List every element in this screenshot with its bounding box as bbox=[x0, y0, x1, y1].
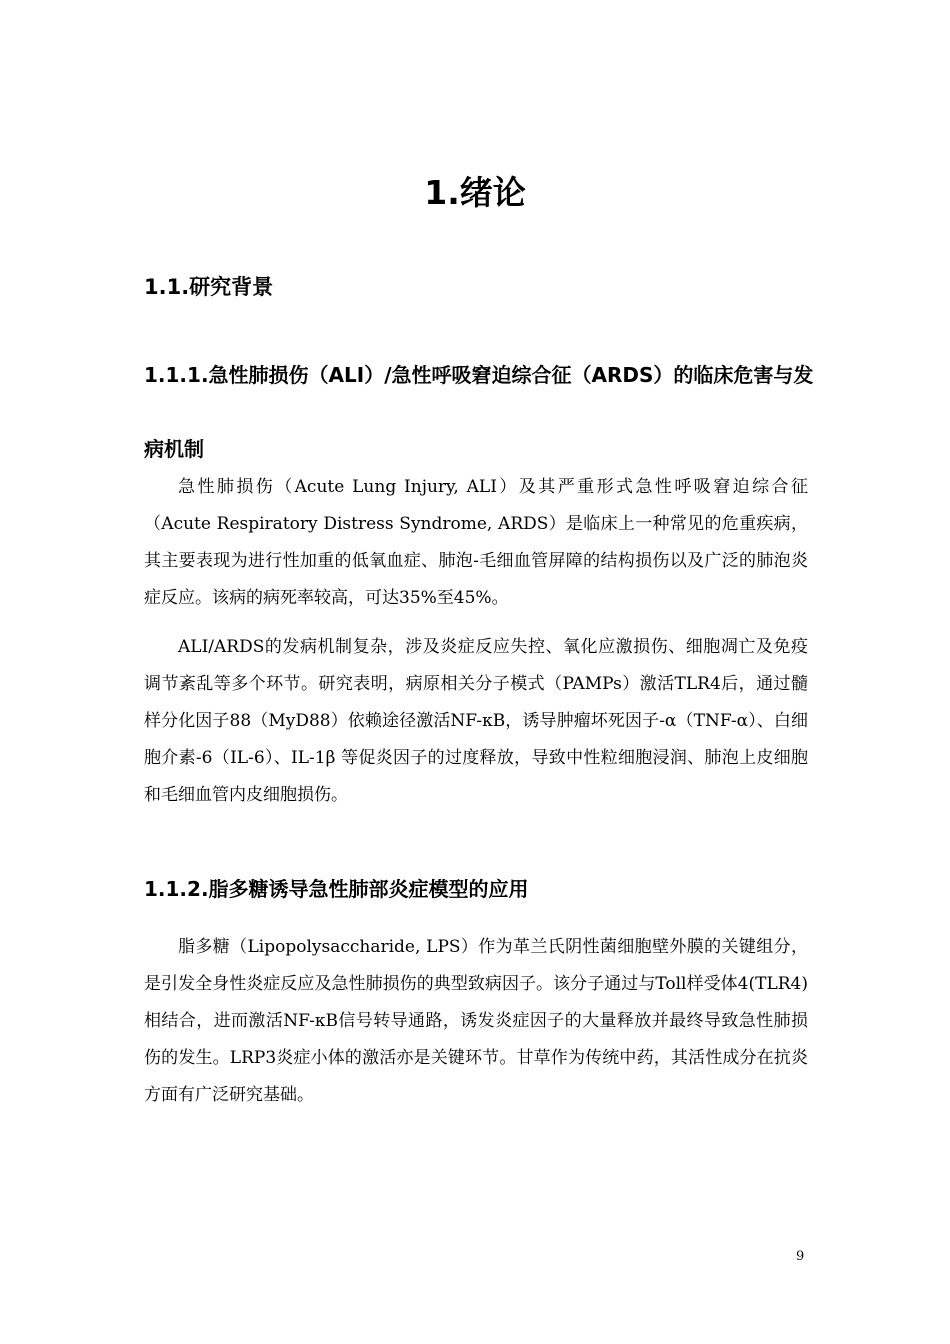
paragraph-ali-definition: 急性肺损伤（Acute Lung Injury, ALI）及其严重形式急性呼吸窘迫综合征（Acute Respiratory Distress Syndrome, ARDS）是临床上一种常见的危重疾病，其主要表现为进行性加重的低氧血症、肺泡-毛细血管屏障的结构损伤以及广泛的肺泡炎症反应。该病的病死率较高，可达35%至45%。 bbox=[144, 477, 808, 608]
subsection-title-2: 1.1.2.脂多糖诱导急性肺部炎症模型的应用 bbox=[144, 877, 529, 901]
paragraph-ali-mechanism: ALI/ARDS的发病机制复杂，涉及炎症反应失控、氧化应激损伤、细胞凋亡及免疫调节紊乱等多个环节。研究表明，病原相关分子模式（PAMPs）激活TLR4后，通过髓样分化因子88（MyD88）依赖途径激活NF-κB，诱导肿瘤坏死因子-α（TNF-α）、白细胞介素-6（IL-6）、IL-1β 等促炎因子的过度释放，导致中性粒细胞浸润、肺泡上皮细胞和毛细血管内皮细胞损伤。 bbox=[144, 637, 808, 805]
page-number: 9 bbox=[796, 1249, 805, 1264]
subsection-title-1: 1.1.1.急性肺损伤（ALI）/急性呼吸窘迫综合征（ARDS）的临床危害与发病机制 bbox=[144, 363, 814, 461]
chapter-title: 1.绪论 bbox=[424, 173, 526, 212]
section-title: 1.1.研究背景 bbox=[144, 275, 274, 299]
paragraph-lps-model: 脂多糖（Lipopolysaccharide, LPS）作为革兰氏阴性菌细胞壁外膜的关键组分，是引发全身性炎症反应及急性肺损伤的典型致病因子。该分子通过与Toll样受体4(TLR4)相结合，进而激活NF-κB信号转导通路，诱发炎症因子的大量释放并最终导致急性肺损伤的发生。LRP3炎症小体的激活亦是关键环节。甘草作为传统中药，其活性成分在抗炎方面有广泛研究基础。 bbox=[144, 937, 808, 1105]
